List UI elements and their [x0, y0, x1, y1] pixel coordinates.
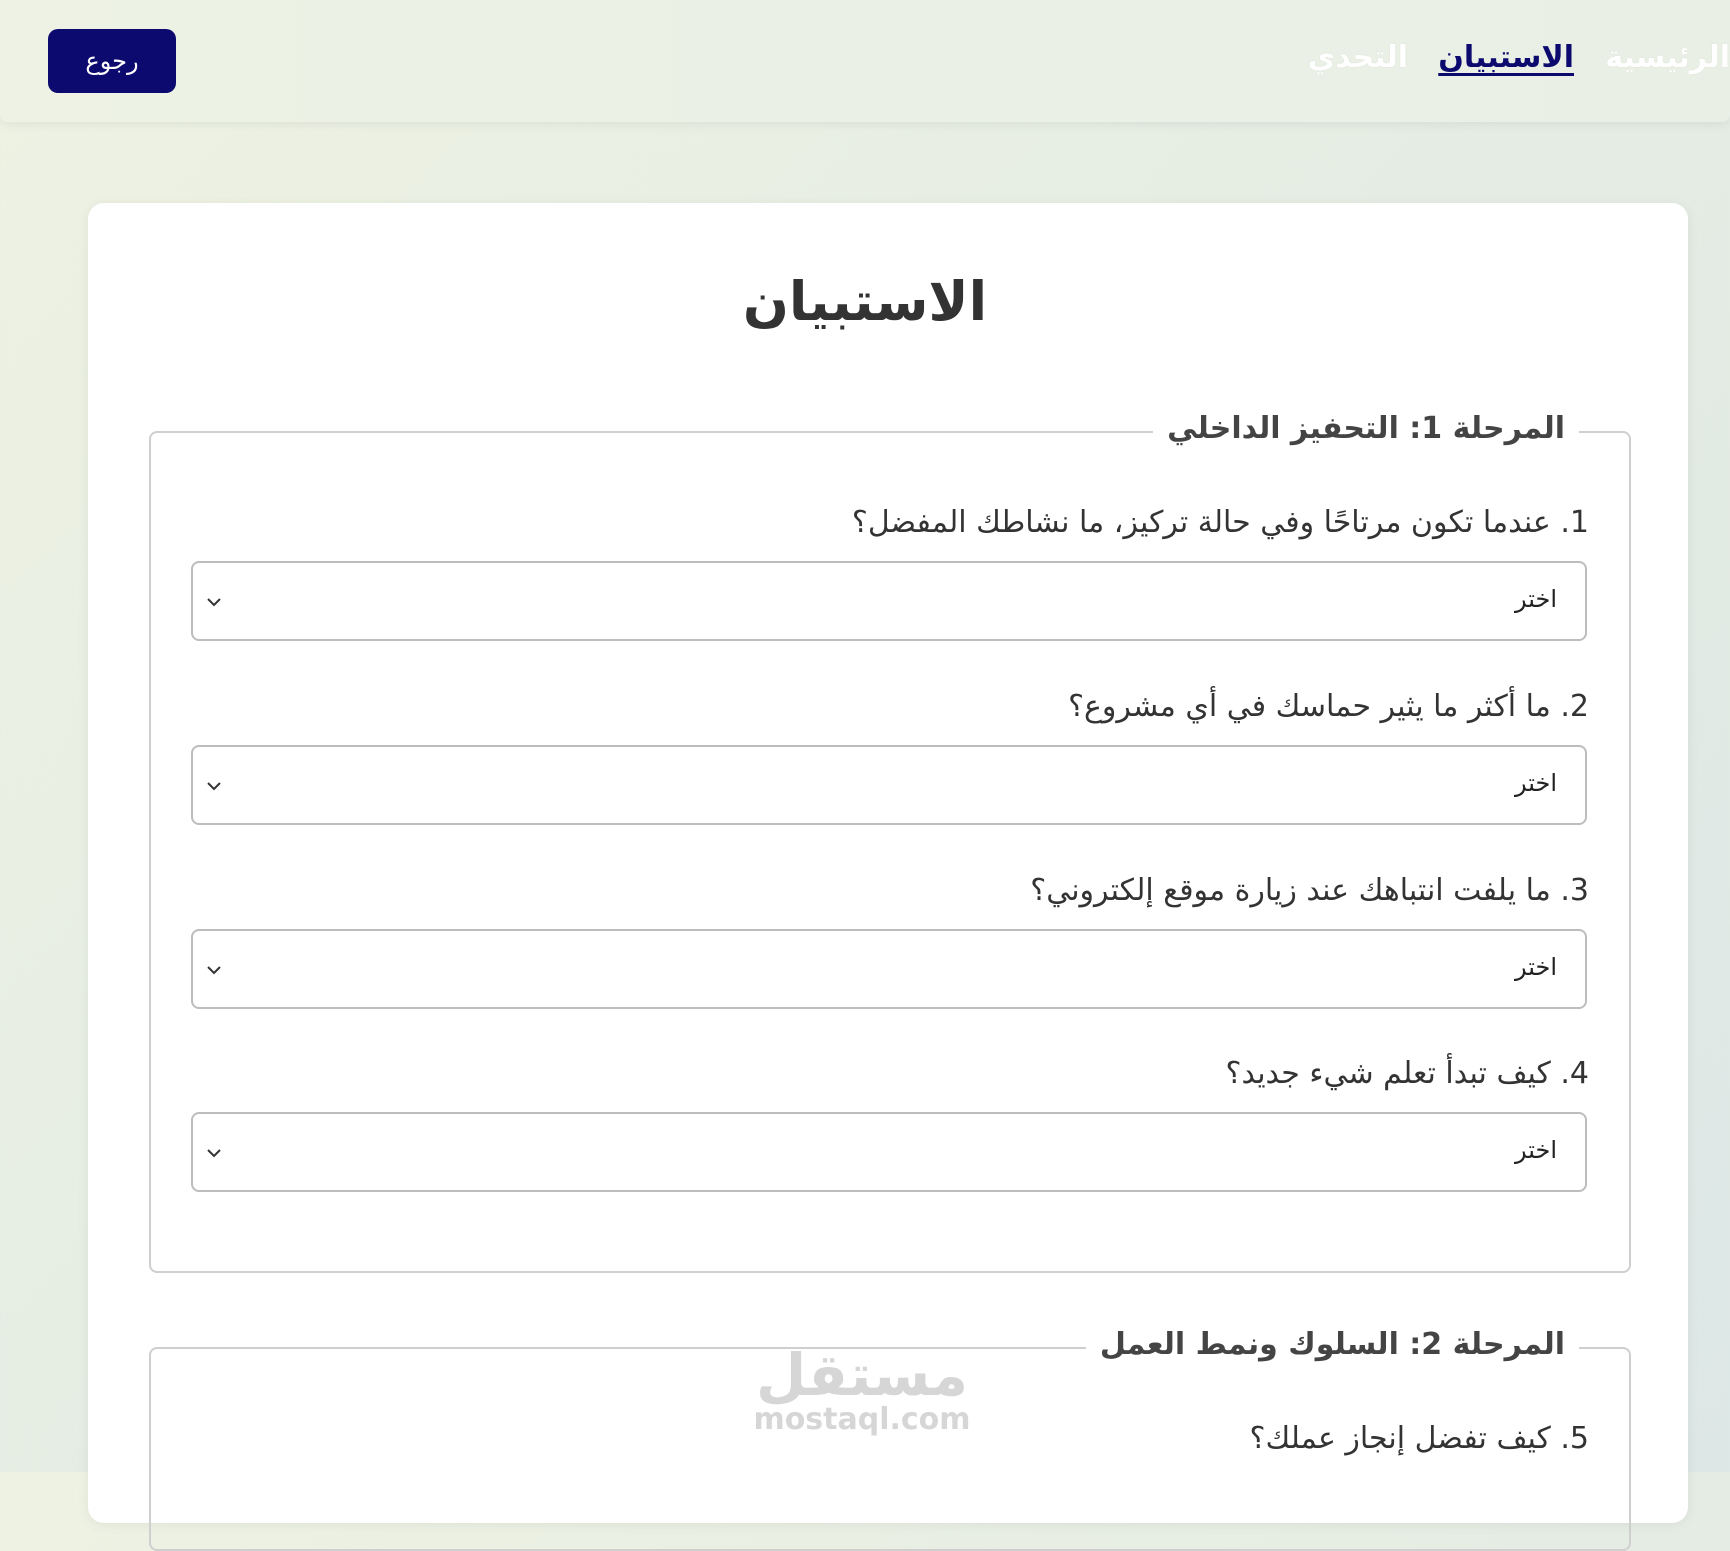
- question-3-select[interactable]: [191, 929, 1587, 1009]
- question-3-selected-value: اختر: [1515, 953, 1557, 981]
- question-1-label: 1. عندما تكون مرتاحًا وفي حالة تركيز، ما نشاطك المفضل؟: [851, 505, 1589, 540]
- question-1-select[interactable]: [191, 561, 1587, 641]
- question-2-select[interactable]: [191, 745, 1587, 825]
- nav-link-survey[interactable]: الاستبيان: [1438, 40, 1574, 75]
- stage-2-fieldset: [149, 1327, 1631, 1551]
- stage-2-legend: المرحلة 2: السلوك ونمط العمل: [1086, 1327, 1579, 1362]
- stage-1-legend: المرحلة 1: التحفيز الداخلي: [1153, 411, 1579, 446]
- question-5-label: 5. كيف تفضل إنجاز عملك؟: [1249, 1421, 1589, 1456]
- question-2-label: 2. ما أكثر ما يثير حماسك في أي مشروع؟: [1068, 689, 1589, 724]
- chevron-down-icon: [203, 591, 225, 613]
- nav-link-challenge[interactable]: التحدي: [1307, 40, 1408, 75]
- stage-1-fieldset: [149, 411, 1631, 1273]
- chevron-down-icon: [203, 959, 225, 981]
- chevron-down-icon: [203, 1142, 225, 1164]
- chevron-down-icon: [203, 775, 225, 797]
- question-4-selected-value: اختر: [1515, 1136, 1557, 1164]
- back-button[interactable]: رجوع: [48, 29, 176, 93]
- watermark-arabic: مستقل: [755, 1341, 969, 1409]
- question-3-label: 3. ما يلفت انتباهك عند زيارة موقع إلكتروني؟: [1030, 873, 1589, 908]
- watermark-latin: mostaql.com: [753, 1402, 971, 1437]
- question-4-select[interactable]: [191, 1112, 1587, 1192]
- question-1-selected-value: اختر: [1515, 585, 1557, 613]
- page-title: الاستبيان: [742, 270, 988, 333]
- nav-link-home[interactable]: الرئيسية: [1605, 40, 1730, 75]
- question-2-selected-value: اختر: [1515, 769, 1557, 797]
- question-4-label: 4. كيف تبدأ تعلم شيء جديد؟: [1225, 1056, 1589, 1091]
- top-navbar: [0, 0, 1730, 122]
